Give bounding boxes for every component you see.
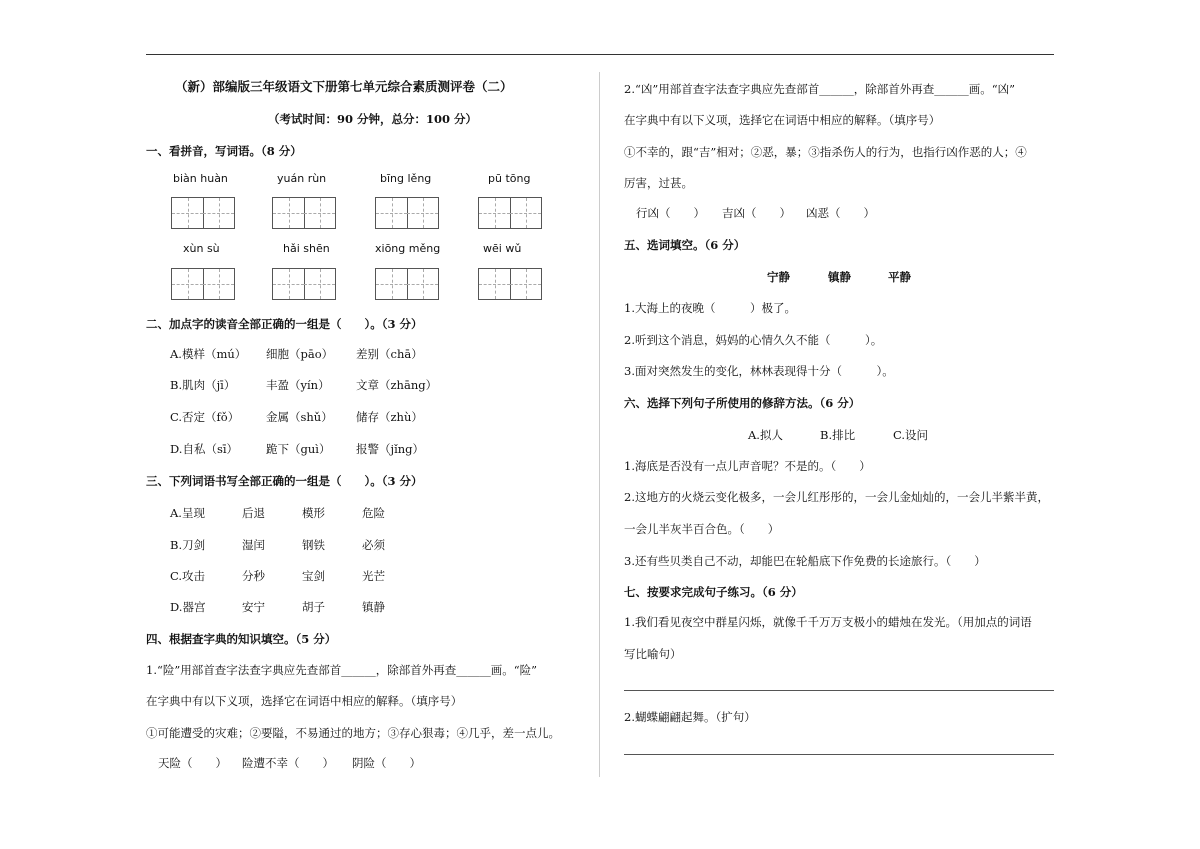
section-6-heading: 六、选择下列句子所使用的修辞方法。（6 分）: [624, 396, 861, 410]
s2-option-a-2: 细胞（pāo）: [266, 347, 334, 361]
s2-option-d-2: 跪下（guì）: [266, 442, 331, 456]
s4-q2-line1: 2.“凶”用部首查字法查字典应先查部首______，除部首外再查______画。“凶”: [624, 82, 1015, 96]
exam-info: （考试时间：90 分钟，总分：100 分）: [268, 112, 478, 126]
pinyin-8: wēi wǔ: [483, 242, 522, 255]
s2-option-c-2: 金属（shǔ）: [266, 410, 333, 424]
s5-item-1: 1.大海上的夜晚（ ）极了。: [624, 301, 796, 315]
s6-item-1: 1.海底是否没有一点儿声音呢？不是的。（ ）: [624, 459, 871, 473]
page-title: （新）部编版三年级语文下册第七单元综合素质测评卷（二）: [175, 79, 513, 94]
s3-option-d-2: 安宁: [242, 600, 265, 614]
pinyin-7: xiōng měng: [375, 242, 441, 255]
s6-choice-b: B.排比: [820, 428, 856, 442]
pinyin-1: biàn huàn: [173, 172, 228, 185]
pinyin-2: yuán rùn: [277, 172, 327, 185]
s7-item-1-line1: 1.我们看见夜空中群星闪烁，就像千千万万支极小的蜡烛在发光。（用加点的词语: [624, 615, 1032, 629]
pinyin-6: hǎi shēn: [283, 242, 330, 255]
top-rule: [146, 54, 1054, 55]
s3-option-d-4: 镇静: [362, 600, 385, 614]
s7-item-2: 2.蝴蝶翩翩起舞。（扩句）: [624, 710, 756, 724]
s3-option-a-2: 后退: [242, 506, 265, 520]
s2-option-b-3: 文章（zhāng）: [356, 378, 438, 392]
s3-option-c-1: C.攻击: [170, 569, 206, 583]
s3-option-b-4: 必须: [362, 538, 385, 552]
s5-item-3: 3.面对突然发生的变化，林林表现得十分（ ）。: [624, 364, 894, 378]
section-7-heading: 七、按要求完成句子练习。（6 分）: [624, 585, 803, 599]
s4-q2-word-3: 凶恶（ ）: [806, 206, 875, 220]
s4-q2-line3: ①不幸的，跟“吉”相对；②恶，暴；③指杀伤人的行为，也指行凶作恶的人；④: [624, 145, 1027, 159]
section-1-heading: 一、看拼音，写词语。（8 分）: [146, 144, 302, 158]
s4-q1-line1: 1.“险”用部首查字法查字典应先查部首______，除部首外再查______画。“险”: [146, 663, 537, 677]
s7-item-1-line2: 写比喻句）: [624, 647, 682, 661]
s2-option-a-1: A.模样（mú）: [170, 347, 247, 361]
s2-option-b-1: B.肌肉（jī）: [170, 378, 236, 392]
pinyin-5: xùn sù: [183, 242, 220, 255]
writing-grid-3[interactable]: [375, 197, 439, 229]
s2-option-d-1: D.自私（sī）: [170, 442, 239, 456]
answer-line-1[interactable]: [624, 690, 1054, 691]
writing-grid-5[interactable]: [171, 268, 235, 300]
s6-item-3: 3.还有些贝类自己不动，却能巴在轮船底下作免费的长途旅行。（ ）: [624, 554, 986, 568]
writing-grid-1[interactable]: [171, 197, 235, 229]
s3-option-c-2: 分秒: [242, 569, 265, 583]
s2-option-d-3: 报警（jǐng）: [356, 442, 425, 456]
writing-grid-2[interactable]: [272, 197, 336, 229]
s6-choice-a: A.拟人: [748, 428, 783, 442]
s6-choice-c: C.设问: [893, 428, 929, 442]
s5-word-2: 镇静: [828, 270, 851, 284]
section-4-heading: 四、根据查字典的知识填空。（5 分）: [146, 632, 337, 646]
s3-option-c-4: 光芒: [362, 569, 385, 583]
s3-option-d-3: 胡子: [302, 600, 325, 614]
s4-q2-line4: 厉害，过甚。: [624, 176, 693, 190]
s4-q2-word-2: 吉凶（ ）: [722, 206, 791, 220]
s2-option-c-3: 储存（zhù）: [356, 410, 423, 424]
s6-item-2-line1: 2.这地方的火烧云变化极多，一会儿红彤彤的，一会儿金灿灿的，一会儿半紫半黄，: [624, 490, 1049, 504]
s2-option-b-2: 丰盈（yín）: [266, 378, 330, 392]
answer-line-2[interactable]: [624, 754, 1054, 755]
s4-q1-line2: 在字典中有以下义项，选择它在词语中相应的解释。（填序号）: [146, 694, 463, 708]
s3-option-a-1: A.呈现: [170, 506, 205, 520]
s4-q2-line2: 在字典中有以下义项，选择它在词语中相应的解释。（填序号）: [624, 113, 941, 127]
s3-option-b-2: 湿闰: [242, 538, 265, 552]
s4-q2-word-1: 行凶（ ）: [636, 206, 705, 220]
s4-q1-word-2: 险遭不幸（ ）: [242, 756, 334, 770]
s5-word-1: 宁静: [767, 270, 790, 284]
writing-grid-8[interactable]: [478, 268, 542, 300]
pinyin-4: pū tōng: [488, 172, 531, 185]
section-2-heading: 二、加点字的读音全部正确的一组是（ ）。（3 分）: [146, 317, 423, 331]
s2-option-c-1: C.否定（fǒ）: [170, 410, 240, 424]
writing-grid-7[interactable]: [375, 268, 439, 300]
s5-item-2: 2.听到这个消息，妈妈的心情久久不能（ ）。: [624, 333, 883, 347]
s6-item-2-line2: 一会儿半灰半百合色。（ ）: [624, 522, 780, 536]
s3-option-d-1: D.器宫: [170, 600, 206, 614]
pinyin-3: bīng lěng: [380, 172, 432, 185]
s4-q1-word-1: 天险（ ）: [158, 756, 227, 770]
writing-grid-4[interactable]: [478, 197, 542, 229]
s5-word-3: 平静: [888, 270, 911, 284]
section-5-heading: 五、选词填空。（6 分）: [624, 238, 746, 252]
s4-q1-word-3: 阴险（ ）: [352, 756, 421, 770]
column-divider: [599, 72, 600, 777]
s3-option-a-3: 模形: [302, 506, 325, 520]
s4-q1-line3: ①可能遭受的灾难；②要隘，不易通过的地方；③存心狠毒；④几乎，差一点儿。: [146, 726, 560, 740]
writing-grid-6[interactable]: [272, 268, 336, 300]
s3-option-b-1: B.刀剑: [170, 538, 206, 552]
s3-option-a-4: 危险: [362, 506, 385, 520]
s3-option-b-3: 钢铁: [302, 538, 325, 552]
s2-option-a-3: 差别（chā）: [356, 347, 423, 361]
s3-option-c-3: 宝剑: [302, 569, 325, 583]
section-3-heading: 三、下列词语书写全部正确的一组是（ ）。（3 分）: [146, 474, 423, 488]
